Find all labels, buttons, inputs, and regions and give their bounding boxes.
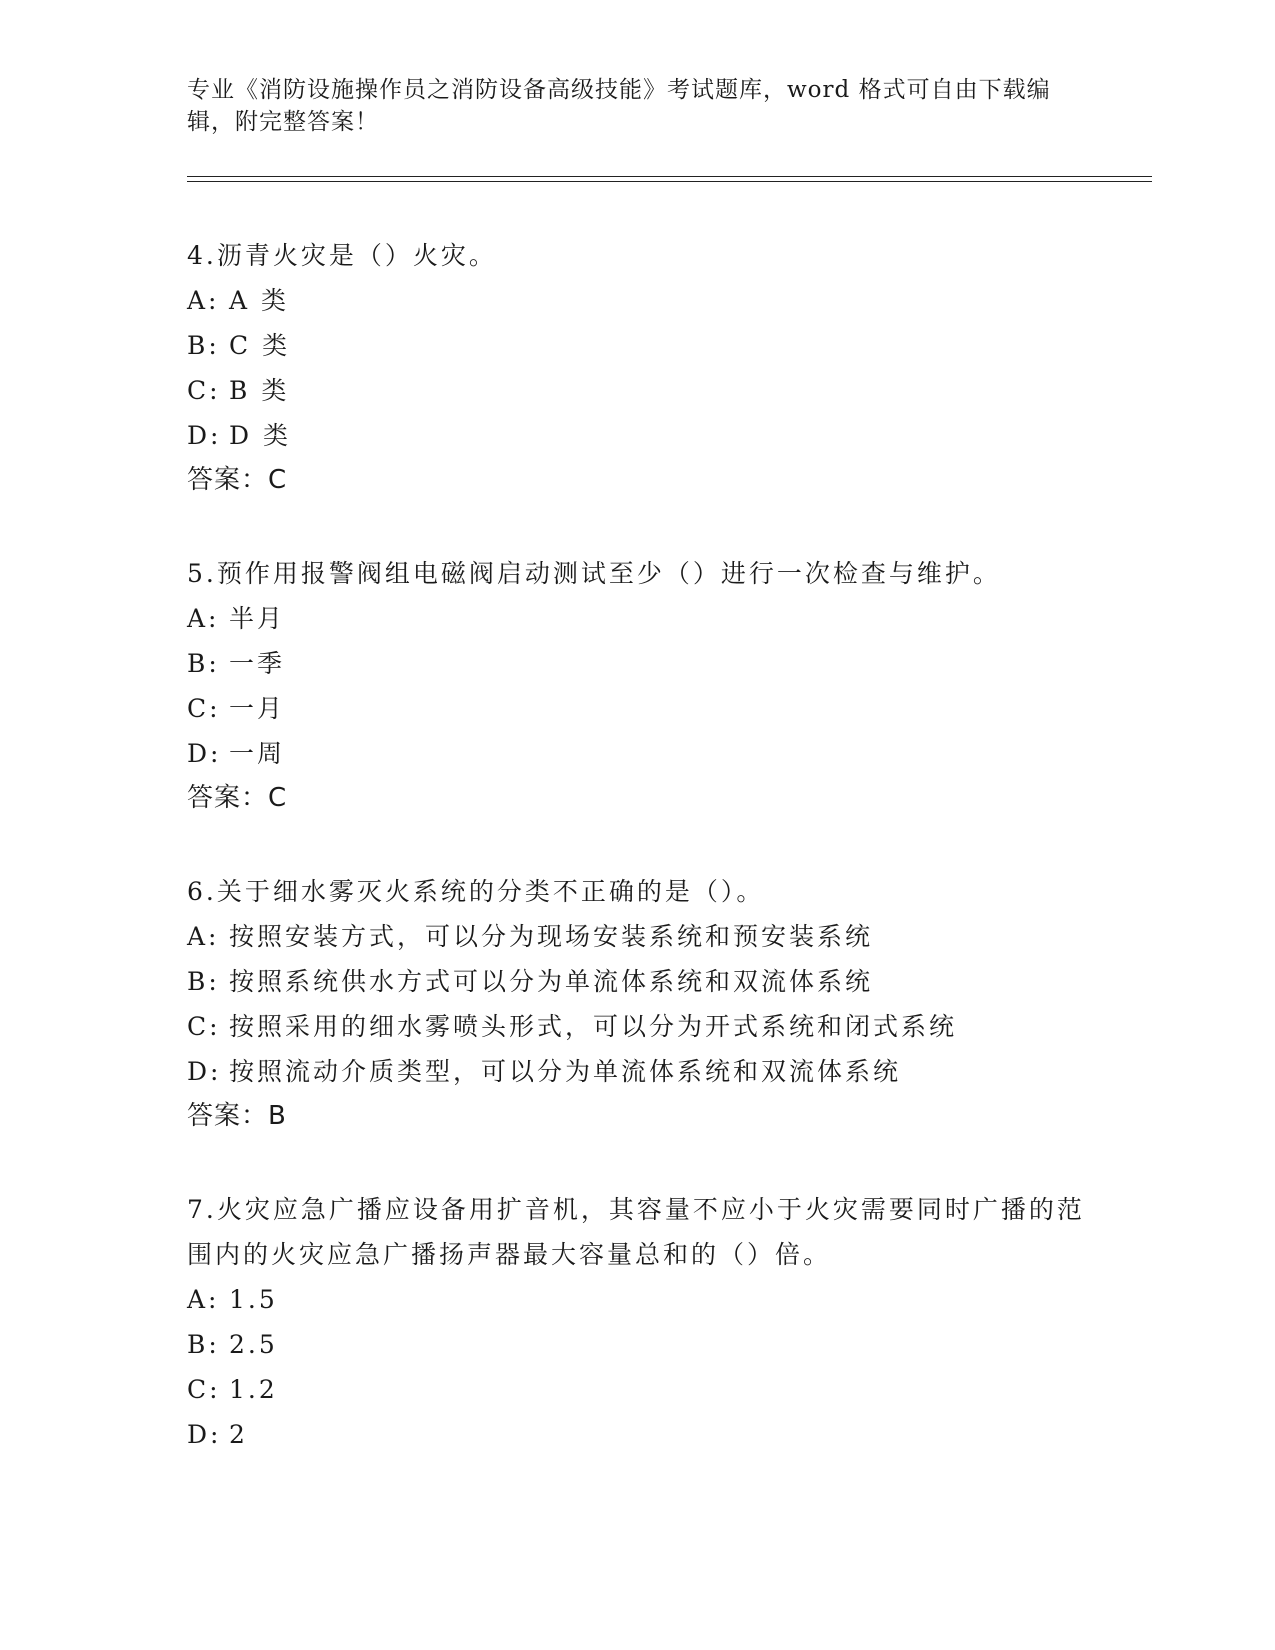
option-text: 按照采用的细水雾喷头形式，可以分为开式系统和闭式系统 <box>229 1012 958 1041</box>
option-a <box>187 278 1087 323</box>
option-letter: C: <box>187 1375 221 1404</box>
option-text: 2 <box>229 1420 248 1449</box>
answer-line: 答案：C <box>187 465 288 495</box>
question-stem: 6.关于细水雾灭火系统的分类不正确的是（）。 <box>187 877 765 906</box>
option-d <box>187 731 1087 776</box>
question-block <box>187 233 1087 503</box>
question-stem: 4.沥青火灾是（）火灾。 <box>187 241 497 270</box>
option-letter: D: <box>187 739 222 768</box>
option-d <box>187 1049 1087 1094</box>
option-c <box>187 686 1087 731</box>
option-letter: D: <box>187 1420 222 1449</box>
option-text: 按照系统供水方式可以分为单流体系统和双流体系统 <box>229 967 874 996</box>
question-stem: 5.预作用报警阀组电磁阀启动测试至少（）进行一次检查与维护。 <box>187 559 1001 588</box>
header-divider-top <box>187 176 1152 177</box>
option-text: B 类 <box>229 376 290 405</box>
answer-line: 答案：B <box>187 1101 287 1131</box>
option-b <box>187 323 1087 368</box>
option-text: 2.5 <box>229 1330 278 1359</box>
option-text: 1.2 <box>229 1375 278 1404</box>
option-letter: A: <box>187 286 220 315</box>
option-text: 一周 <box>229 739 286 768</box>
option-text: 一月 <box>229 694 286 723</box>
option-d <box>187 413 1087 458</box>
document-intro: 专业《消防设施操作员之消防设备高级技能》考试题库，word 格式可自由下载编辑，附完整答案！ <box>187 77 1051 135</box>
option-letter: C: <box>187 376 221 405</box>
option-letter: D: <box>187 421 222 450</box>
question-block <box>187 869 1087 1139</box>
header-divider-bottom <box>187 181 1152 182</box>
option-c <box>187 368 1087 413</box>
option-letter: A: <box>187 922 220 951</box>
option-text: A 类 <box>229 286 290 315</box>
option-letter: A: <box>187 604 220 633</box>
option-letter: A: <box>187 1285 220 1314</box>
option-a <box>187 1277 1087 1322</box>
option-letter: B: <box>187 1330 220 1359</box>
question-stem: 7.火灾应急广播应设备用扩音机，其容量不应小于火灾需要同时广播的范围内的火灾应急广播扬声器最大容量总和的（）倍。 <box>187 1195 1085 1269</box>
option-text: 一季 <box>229 649 286 678</box>
question-block <box>187 551 1087 821</box>
option-c <box>187 1367 1087 1412</box>
answer-line: 答案：C <box>187 783 288 813</box>
option-text: 1.5 <box>229 1285 278 1314</box>
option-text: C 类 <box>229 331 291 360</box>
option-letter: C: <box>187 1012 221 1041</box>
option-text: 按照流动介质类型，可以分为单流体系统和双流体系统 <box>229 1057 902 1086</box>
option-letter: B: <box>187 331 220 360</box>
option-text: 半月 <box>229 604 286 633</box>
question-block <box>187 1187 1087 1457</box>
option-b <box>187 959 1087 1004</box>
option-letter: B: <box>187 967 220 996</box>
option-d <box>187 1412 1087 1457</box>
option-text: D 类 <box>229 421 291 450</box>
option-b <box>187 1322 1087 1367</box>
option-a <box>187 914 1087 959</box>
option-b <box>187 641 1087 686</box>
option-letter: B: <box>187 649 220 678</box>
option-text: 按照安装方式，可以分为现场安装系统和预安装系统 <box>229 922 874 951</box>
option-letter: C: <box>187 694 221 723</box>
option-c <box>187 1004 1087 1049</box>
option-letter: D: <box>187 1057 222 1086</box>
option-a <box>187 596 1087 641</box>
